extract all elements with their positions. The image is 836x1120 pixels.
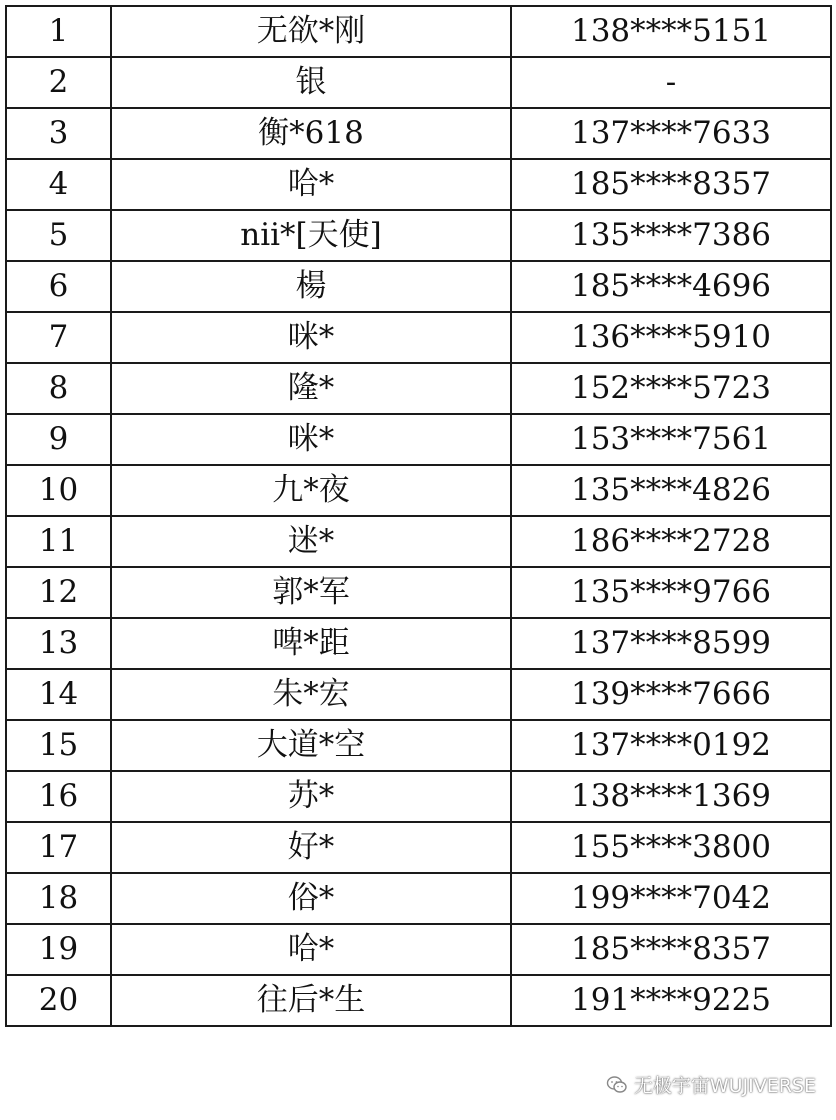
row-name-cell: 楊 [111,261,511,312]
row-index-cell: 17 [6,822,111,873]
row-name-cell: 好* [111,822,511,873]
row-index-cell: 7 [6,312,111,363]
row-phone-cell: 152****5723 [511,363,831,414]
row-index-cell: 14 [6,669,111,720]
row-phone-cell: 137****7633 [511,108,831,159]
row-index-cell: 13 [6,618,111,669]
row-phone-cell: 139****7666 [511,669,831,720]
table-row [6,618,831,669]
row-name-cell: nii*[天使] [111,210,511,261]
table-row [6,516,831,567]
row-index-cell: 20 [6,975,111,1026]
row-phone-cell: 185****4696 [511,261,831,312]
row-name-cell: 俗* [111,873,511,924]
table-row [6,567,831,618]
table-row [6,924,831,975]
row-phone-cell: 135****9766 [511,567,831,618]
table-row [6,465,831,516]
row-name-cell: 朱*宏 [111,669,511,720]
row-name-cell: 咪* [111,312,511,363]
row-phone-cell: 135****7386 [511,210,831,261]
watermark [606,1071,816,1098]
row-name-cell: 衡*618 [111,108,511,159]
row-name-cell: 哈* [111,924,511,975]
row-index-cell: 15 [6,720,111,771]
table-row [6,822,831,873]
row-phone-cell: 186****2728 [511,516,831,567]
row-name-cell: 苏* [111,771,511,822]
row-phone-cell: 136****5910 [511,312,831,363]
row-phone-cell: 135****4826 [511,465,831,516]
row-name-cell: 隆* [111,363,511,414]
table-row [6,159,831,210]
row-index-cell: 19 [6,924,111,975]
row-phone-cell: 137****0192 [511,720,831,771]
row-name-cell: 大道*空 [111,720,511,771]
table-row [6,414,831,465]
table-row [6,669,831,720]
row-name-cell: 迷* [111,516,511,567]
table-row [6,261,831,312]
row-name-cell: 九*夜 [111,465,511,516]
table-row [6,6,831,57]
row-name-cell: 无欲*刚 [111,6,511,57]
table-row [6,771,831,822]
table-row [6,108,831,159]
row-phone-cell: 138****5151 [511,6,831,57]
row-phone-cell: 185****8357 [511,159,831,210]
row-phone-cell: - [511,57,831,108]
row-phone-cell: 191****9225 [511,975,831,1026]
table-row [6,57,831,108]
table-row [6,873,831,924]
row-index-cell: 3 [6,108,111,159]
table-row [6,975,831,1026]
table-row [6,312,831,363]
table-row [6,363,831,414]
row-index-cell: 2 [6,57,111,108]
row-phone-cell: 199****7042 [511,873,831,924]
row-phone-cell: 155****3800 [511,822,831,873]
row-index-cell: 18 [6,873,111,924]
winners-table [5,5,832,1027]
row-name-cell: 银 [111,57,511,108]
row-index-cell: 11 [6,516,111,567]
row-index-cell: 16 [6,771,111,822]
wechat-icon [606,1075,628,1095]
row-phone-cell: 185****8357 [511,924,831,975]
row-index-cell: 5 [6,210,111,261]
row-name-cell: 哈* [111,159,511,210]
row-name-cell: 啤*距 [111,618,511,669]
table-body [6,6,831,1026]
row-index-cell: 8 [6,363,111,414]
watermark-text: 无极宇宙WUJIVERSE [633,1075,816,1097]
row-index-cell: 10 [6,465,111,516]
table-row [6,210,831,261]
winners-table-container [5,5,830,1027]
row-phone-cell: 138****1369 [511,771,831,822]
row-phone-cell: 137****8599 [511,618,831,669]
row-index-cell: 4 [6,159,111,210]
row-index-cell: 9 [6,414,111,465]
row-index-cell: 1 [6,6,111,57]
row-index-cell: 6 [6,261,111,312]
row-name-cell: 郭*军 [111,567,511,618]
row-name-cell: 往后*生 [111,975,511,1026]
row-index-cell: 12 [6,567,111,618]
row-phone-cell: 153****7561 [511,414,831,465]
row-name-cell: 咪* [111,414,511,465]
table-row [6,720,831,771]
